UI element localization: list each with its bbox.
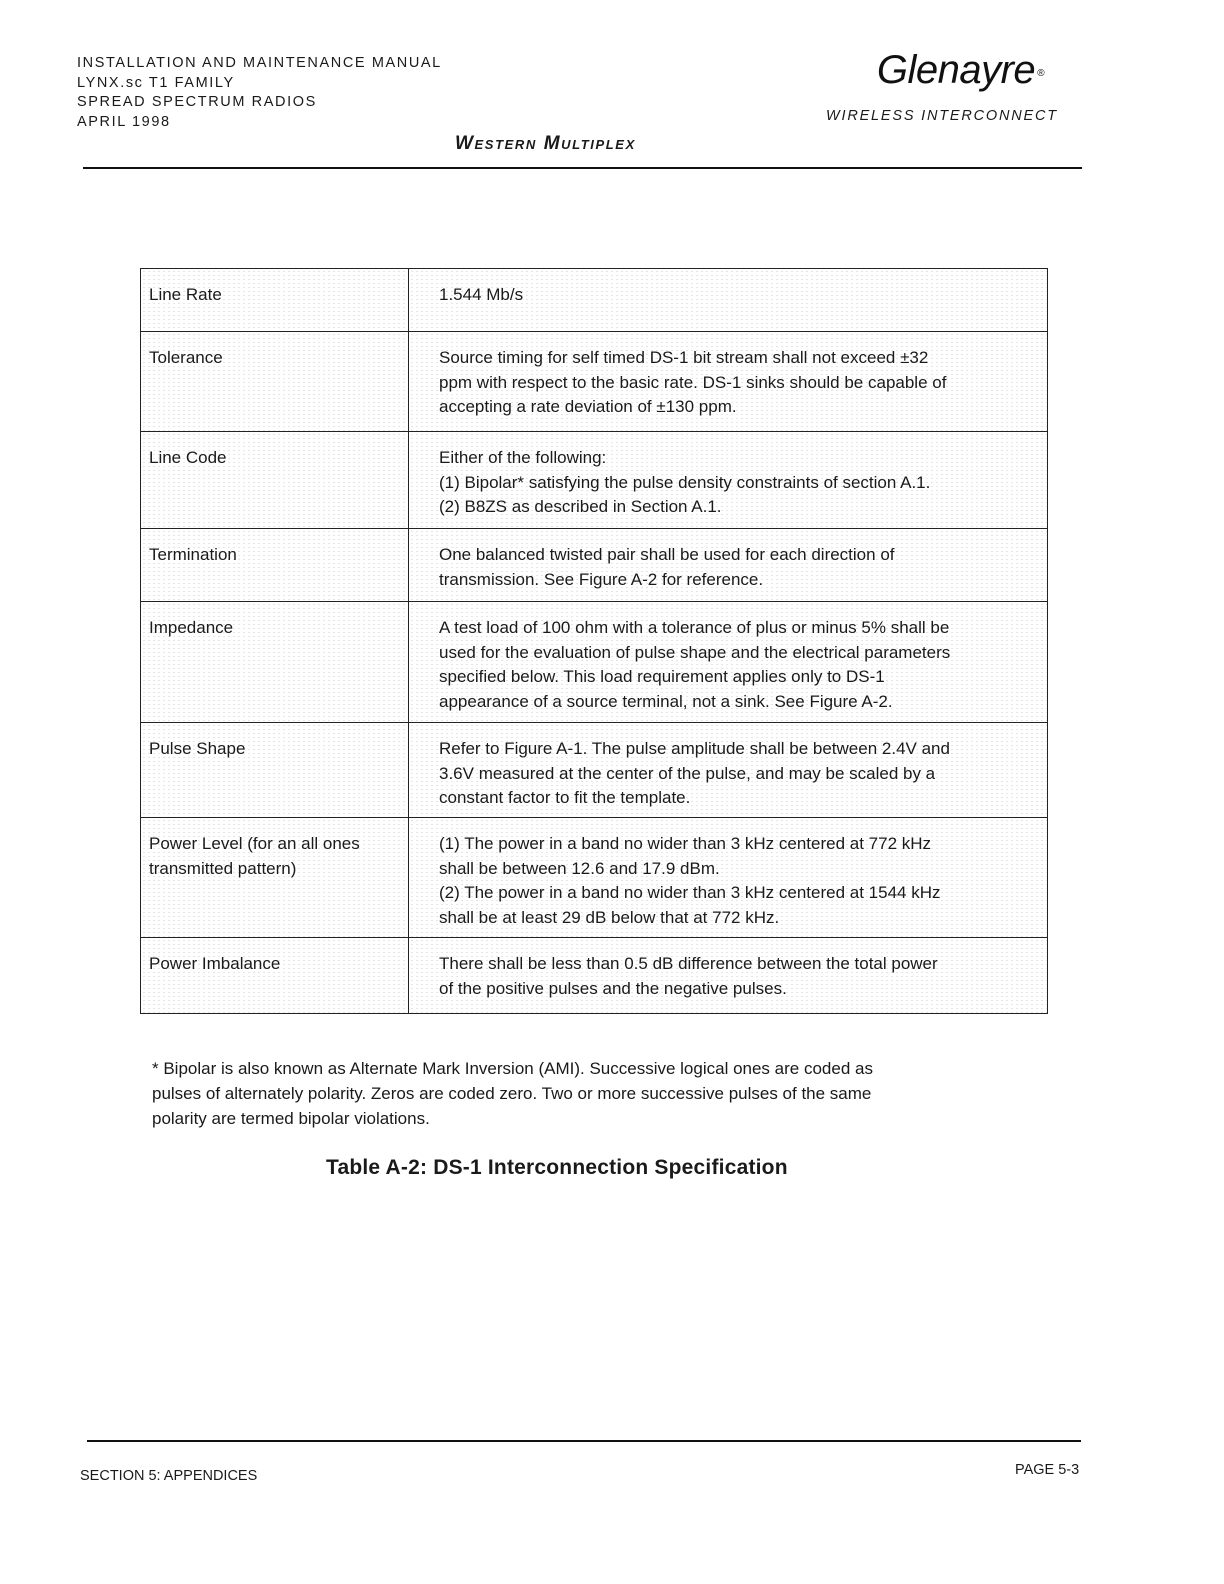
value-line: of the positive pulses and the negative pulses. [439,978,787,998]
value-line: 1.544 Mb/s [439,285,524,304]
row-value [409,938,1048,1014]
registered-mark: ® [1037,68,1045,79]
value-line: There shall be less than 0.5 dB difference between the total power [439,954,938,973]
value-line: ppm with respect to the basic rate. DS-1 sinks should be capable of [439,372,947,392]
table-row [141,723,1048,818]
row-value [409,432,1048,529]
spec-table [140,268,1048,1014]
footnote-line: * Bipolar is also known as Alternate Mark Inversion (AMI). Successive logical ones are coded as [152,1059,873,1078]
row-label: Tolerance [141,332,409,432]
table-row [141,332,1048,432]
header-rule [83,167,1082,169]
value-line: transmission. See Figure A-2 for reference. [439,569,764,589]
row-label: Power Level (for an all ones transmitted pattern) [141,818,409,938]
table-row [141,602,1048,723]
row-label: Termination [141,529,409,602]
footnote-line: pulses of alternately polarity. Zeros are coded zero. Two or more successive pulses of the same [152,1084,872,1103]
value-line: shall be at least 29 dB below that at 772 kHz. [439,907,780,927]
footer-section: SECTION 5: APPENDICES [80,1468,258,1484]
row-label: Line Code [141,432,409,529]
value-line: (2) B8ZS as described in Section A.1. [439,497,722,516]
brand-block [826,48,1086,124]
value-line: A test load of 100 ohm with a tolerance of plus or minus 5% shall be [439,618,950,637]
footer-rule [87,1440,1081,1442]
table-row [141,432,1048,529]
header-line-1: INSTALLATION AND MAINTENANCE MANUAL [77,55,442,71]
row-value [409,818,1048,938]
header-line-4: APRIL 1998 [77,113,171,130]
table-row [141,938,1048,1014]
row-label: Line Rate [141,269,409,332]
row-value [409,602,1048,723]
glenayre-logo [876,48,1045,92]
brand-tagline: WIRELESS INTERCONNECT [826,108,1058,124]
table-caption: Table A-2: DS-1 Interconnection Specification [326,1156,788,1179]
document-header [77,54,442,132]
footer-page-number: PAGE 5-3 [1015,1462,1080,1478]
value-line: Refer to Figure A-1. The pulse amplitude shall be between 2.4V and [439,739,950,758]
value-line: One balanced twisted pair shall be used for each direction of [439,545,895,564]
table-row [141,529,1048,602]
row-label: Impedance [141,602,409,723]
bipolar-footnote [152,1056,1032,1131]
row-value [409,332,1048,432]
row-label: Pulse Shape [141,723,409,818]
row-label: Power Imbalance [141,938,409,1014]
value-line: (1) Bipolar* satisfying the pulse density constraints of section A.1. [439,472,931,492]
header-line-3: SPREAD SPECTRUM RADIOS [77,94,317,110]
row-value [409,723,1048,818]
value-line: appearance of a source terminal, not a sink. See Figure A-2. [439,691,893,711]
value-line: Source timing for self timed DS-1 bit stream shall not exceed ±32 [439,348,929,367]
value-line: (1) The power in a band no wider than 3 kHz centered at 772 kHz [439,834,932,853]
row-value [409,269,1048,332]
header-line-2: LYNX.sc T1 FAMILY [77,74,235,91]
value-line: Either of the following: [439,448,607,467]
logo-text: Glenayre [876,48,1036,92]
value-line: shall be between 12.6 and 17.9 dBm. [439,858,720,878]
row-value [409,529,1048,602]
table-row [141,269,1048,332]
value-line: constant factor to fit the template. [439,788,691,807]
value-line: 3.6V measured at the center of the pulse, and may be scaled by a [439,763,936,783]
value-line: accepting a rate deviation of ±130 ppm. [439,397,737,416]
company-name: Western Multiplex [455,133,636,154]
footnote-line: polarity are termed bipolar violations. [152,1109,430,1128]
table-row [141,818,1048,938]
value-line: used for the evaluation of pulse shape and the electrical parameters [439,642,951,662]
value-line: specified below. This load requirement applies only to DS-1 [439,667,885,686]
value-line: (2) The power in a band no wider than 3 kHz centered at 1544 kHz [439,883,941,902]
